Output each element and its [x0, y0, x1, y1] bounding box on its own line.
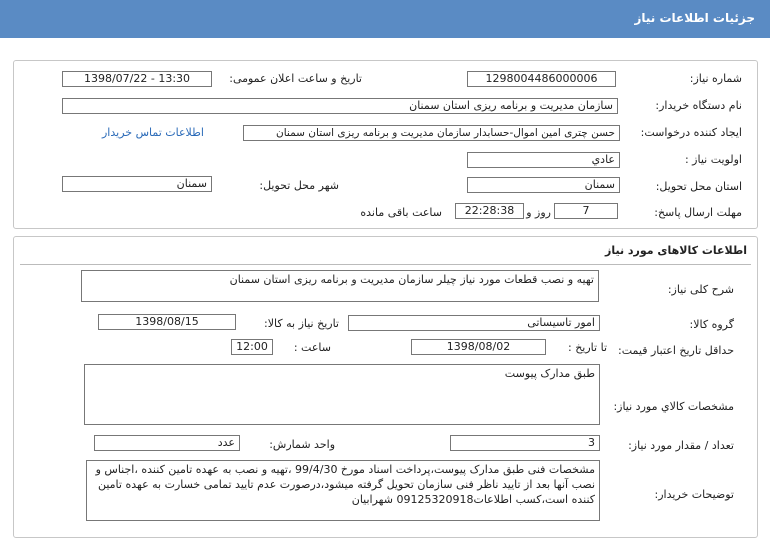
days-word: روز و — [526, 206, 551, 219]
page-title: جزئیات اطلاعات نیاز — [634, 11, 755, 25]
goods-panel — [13, 236, 758, 538]
deadline-days-field: 7 — [554, 203, 618, 219]
province-field: سمنان — [467, 177, 620, 193]
until-date-field: 1398/08/02 — [411, 339, 546, 355]
unit-label: واحد شمارش: — [269, 438, 335, 451]
goods-group-label: گروه کالا: — [689, 318, 734, 331]
count-field: 3 — [450, 435, 600, 451]
remaining-word: ساعت باقی مانده — [360, 206, 442, 219]
creator-label: ایجاد کننده درخواست: — [640, 126, 742, 139]
buyer-org-field: سازمان مدیریت و برنامه ریزی استان سمنان — [62, 98, 618, 114]
province-label: استان محل تحویل: — [655, 180, 742, 193]
city-field: سمنان — [62, 176, 212, 192]
time-field: 12:00 — [231, 339, 273, 355]
until-date-label: تا تاریخ : — [568, 341, 607, 354]
section-divider — [20, 264, 751, 265]
announce-datetime-field: 1398/07/22 - 13:30 — [62, 71, 212, 87]
general-desc-field: تهیه و نصب قطعات مورد نیاز چیلر سازمان مدیریت و برنامه ریزی استان سمنان — [81, 270, 599, 302]
need-number-label: شماره نیاز: — [689, 72, 742, 85]
time-label: ساعت : — [293, 341, 331, 354]
announce-datetime-label: تاریخ و ساعت اعلان عمومی: — [229, 72, 362, 85]
creator-field: حسن چتری امین اموال-حسابدار سازمان مدیریت و برنامه ریزی استان سمنان — [243, 125, 620, 141]
buyer-org-label: نام دستگاه خریدار: — [655, 99, 742, 112]
page-header — [0, 0, 770, 38]
deadline-label: مهلت ارسال پاسخ: — [654, 206, 742, 219]
need-number-field: 1298004486000006 — [467, 71, 616, 87]
priority-label: اولویت نیاز : — [684, 153, 742, 166]
unit-field: عدد — [94, 435, 240, 451]
need-date-label: تاریخ نیاز به کالا: — [264, 317, 339, 330]
buyer-notes-label: توضیحات خریدار: — [654, 488, 734, 501]
spec-field: طبق مدارک پیوست — [84, 364, 600, 425]
buyer-notes-field: مشخصات فنی طبق مدارک پیوست،پرداخت اسناد مورخ 99/4/30 ،تهیه و نصب به عهده تامین کننده ،اجناس و نصب آنها بعد از تایید ناظر فنی سازمان تحویل گرفته میشود،درصورت عدم تایید تمامی خسارت به عهده تامین کننده است،کسب اطلاعات09125320918 شهرابیان — [86, 460, 600, 521]
spec-label: مشخصات کالاي مورد نیاز: — [613, 400, 734, 413]
need-info-panel — [13, 60, 758, 229]
city-label: شهر محل تحویل: — [259, 179, 339, 192]
min-validity-label: حداقل تاریخ اعتبار قیمت: — [618, 344, 734, 357]
general-desc-label: شرح کلی نیاز: — [667, 283, 734, 296]
goods-section-title: اطلاعات کالاهای مورد نیاز — [605, 244, 747, 257]
deadline-time-field: 22:28:38 — [455, 203, 524, 219]
goods-group-field: امور تاسیساتی — [348, 315, 600, 331]
buyer-contact-link[interactable]: اطلاعات تماس خریدار — [102, 126, 204, 139]
count-label: تعداد / مقدار مورد نیاز: — [628, 439, 734, 452]
priority-field: عادي — [467, 152, 620, 168]
need-date-field: 1398/08/15 — [98, 314, 236, 330]
